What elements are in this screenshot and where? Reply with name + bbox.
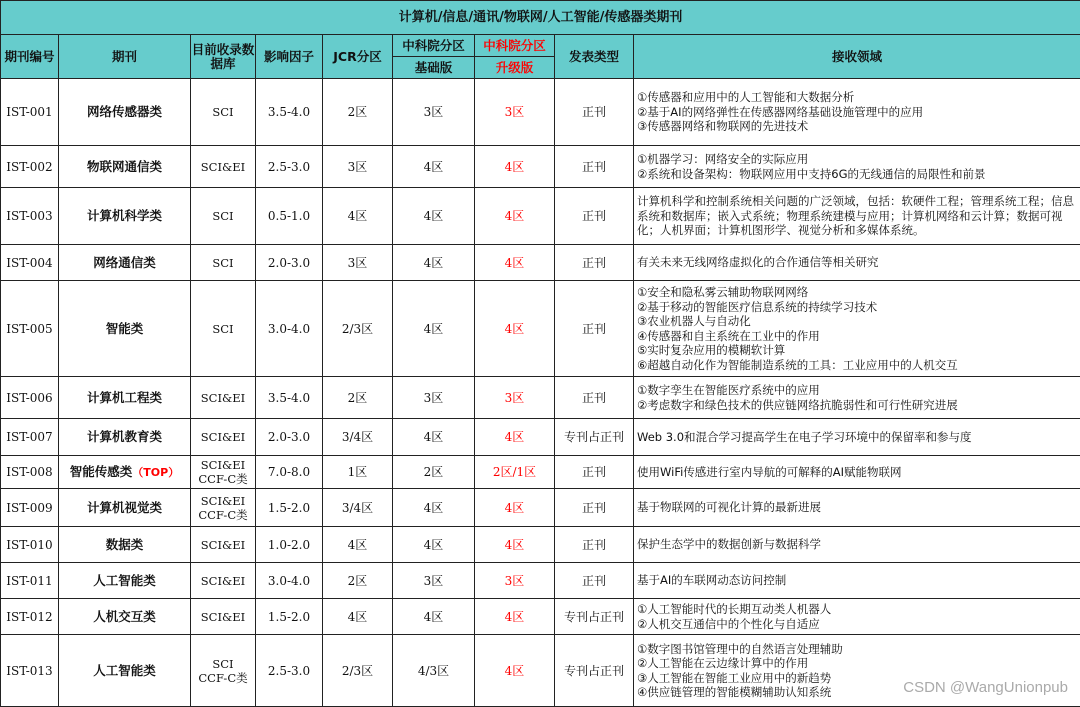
- database: [191, 563, 256, 599]
- scope: [634, 188, 1080, 245]
- header-journal: 期刊: [59, 35, 191, 79]
- journal-id-text: IST-013: [6, 664, 52, 678]
- journal-name: [59, 377, 191, 419]
- journal-name: [59, 79, 191, 146]
- scope: [634, 281, 1080, 377]
- header-type: 发表类型: [555, 35, 634, 79]
- cas-upgrade-zone-text: 4区: [505, 538, 525, 552]
- journal-name-text: 物联网通信类: [87, 159, 162, 174]
- journal-id: [1, 245, 59, 281]
- cas-basic-zone-text: 4区: [424, 501, 444, 515]
- impact-factor: [256, 79, 323, 146]
- cas-upgrade-zone: [475, 419, 555, 456]
- impact-factor-text: 7.0-8.0: [268, 465, 310, 479]
- header-id: 期刊编号: [1, 35, 59, 79]
- scope: [634, 599, 1080, 635]
- jcr-zone: [323, 635, 393, 707]
- impact-factor: [256, 527, 323, 563]
- scope: [634, 377, 1080, 419]
- cas-upgrade-zone-text: 4区: [505, 256, 525, 270]
- database-text: SCI&EI CCF-C类: [198, 458, 247, 486]
- journal-name: [59, 245, 191, 281]
- cas-basic-zone-text: 4区: [424, 160, 444, 174]
- top-badge: （TOP）: [132, 466, 179, 479]
- journal-id: [1, 146, 59, 188]
- publication-type-text: 正刊: [582, 465, 606, 479]
- database-text: SCI&EI: [201, 430, 245, 444]
- database: [191, 456, 256, 489]
- scope-text: 基于物联网的可视化计算的最新进展: [637, 500, 821, 514]
- jcr-zone: [323, 377, 393, 419]
- journal-id: [1, 456, 59, 489]
- impact-factor: [256, 456, 323, 489]
- cas-upgrade-zone-text: 4区: [505, 610, 525, 624]
- cas-upgrade-zone: [475, 489, 555, 527]
- header-if: 影响因子: [256, 35, 323, 79]
- jcr-zone-text: 2区: [348, 574, 368, 588]
- jcr-zone-text: 1区: [348, 465, 368, 479]
- cas-upgrade-zone-text: 4区: [505, 501, 525, 515]
- journal-name: [59, 599, 191, 635]
- impact-factor: [256, 635, 323, 707]
- impact-factor: [256, 489, 323, 527]
- publication-type: [555, 377, 634, 419]
- cas-basic-zone-text: 4区: [424, 430, 444, 444]
- cas-basic-zone: [393, 245, 475, 281]
- cas-basic-zone-text: 3区: [424, 105, 444, 119]
- jcr-zone: [323, 79, 393, 146]
- table-row: [1, 599, 1080, 635]
- database: [191, 79, 256, 146]
- publication-type: [555, 79, 634, 146]
- header-cas-basic-sub: 基础版: [393, 57, 475, 79]
- database: [191, 377, 256, 419]
- impact-factor-text: 2.5-3.0: [268, 160, 310, 174]
- jcr-zone: [323, 188, 393, 245]
- journal-name-text: 人工智能类: [93, 573, 156, 588]
- jcr-zone-text: 2区: [348, 105, 368, 119]
- journal-name-text: 智能传感类: [70, 464, 133, 479]
- journal-id-text: IST-002: [6, 160, 52, 174]
- journal-name: [59, 281, 191, 377]
- scope-text: ①机器学习：网络安全的实际应用 ②系统和设备架构：物联网应用中支持6G的无线通信的局限性和前景: [637, 152, 986, 181]
- impact-factor: [256, 188, 323, 245]
- journal-name: [59, 419, 191, 456]
- journal-name-text: 网络通信类: [93, 255, 156, 270]
- jcr-zone: [323, 419, 393, 456]
- table-row: [1, 281, 1080, 377]
- impact-factor-text: 1.5-2.0: [268, 610, 310, 624]
- journal-id-text: IST-001: [6, 105, 52, 119]
- impact-factor-text: 1.0-2.0: [268, 538, 310, 552]
- publication-type: [555, 456, 634, 489]
- scope-text: 保护生态学中的数据创新与数据科学: [637, 537, 821, 551]
- journal-id-text: IST-005: [6, 322, 52, 336]
- table-row: [1, 245, 1080, 281]
- journal-name: [59, 456, 191, 489]
- database: [191, 599, 256, 635]
- watermark: CSDN @WangUnionpub: [903, 679, 1068, 696]
- publication-type-text: 专刊占正刊: [564, 430, 624, 444]
- journal-name: [59, 527, 191, 563]
- jcr-zone-text: 2/3区: [342, 322, 373, 336]
- publication-type-text: 正刊: [582, 574, 606, 588]
- publication-type-text: 正刊: [582, 501, 606, 515]
- database-text: SCI: [212, 256, 233, 270]
- publication-type-text: 正刊: [582, 209, 606, 223]
- cas-upgrade-zone: [475, 599, 555, 635]
- header-cas-basic: 中科院分区: [393, 35, 475, 57]
- impact-factor-text: 3.0-4.0: [268, 322, 310, 336]
- table-row: [1, 79, 1080, 146]
- database-text: SCI&EI: [201, 574, 245, 588]
- cas-basic-zone-text: 4区: [424, 209, 444, 223]
- impact-factor: [256, 281, 323, 377]
- jcr-zone: [323, 563, 393, 599]
- database-text: SCI&EI: [201, 160, 245, 174]
- journal-id: [1, 599, 59, 635]
- journal-id-text: IST-003: [6, 209, 52, 223]
- jcr-zone-text: 4区: [348, 538, 368, 552]
- cas-basic-zone-text: 4区: [424, 256, 444, 270]
- jcr-zone: [323, 146, 393, 188]
- impact-factor: [256, 419, 323, 456]
- journal-id: [1, 527, 59, 563]
- scope-text: ①传感器和应用中的人工智能和大数据分析 ②基于AI的网络弹性在传感器网络基础设施管理中的应用 ③传感器网络和物联网的先进技术: [637, 90, 923, 133]
- jcr-zone-text: 2区: [348, 391, 368, 405]
- publication-type-text: 专刊占正刊: [564, 610, 624, 624]
- table-row: [1, 527, 1080, 563]
- database: [191, 188, 256, 245]
- publication-type-text: 正刊: [582, 256, 606, 270]
- cas-upgrade-zone-text: 4区: [505, 160, 525, 174]
- publication-type: [555, 563, 634, 599]
- cas-upgrade-zone-text: 3区: [505, 574, 525, 588]
- cas-upgrade-zone: [475, 527, 555, 563]
- journal-name-text: 计算机视觉类: [87, 500, 162, 515]
- impact-factor-text: 3.0-4.0: [268, 574, 310, 588]
- journal-name: [59, 489, 191, 527]
- cas-basic-zone: [393, 79, 475, 146]
- table-row: [1, 377, 1080, 419]
- database-text: SCI&EI: [201, 391, 245, 405]
- cas-basic-zone: [393, 281, 475, 377]
- impact-factor-text: 3.5-4.0: [268, 105, 310, 119]
- cas-basic-zone-text: 4/3区: [418, 664, 449, 678]
- database: [191, 146, 256, 188]
- cas-upgrade-zone: [475, 281, 555, 377]
- cas-basic-zone: [393, 635, 475, 707]
- journal-name-text: 智能类: [106, 321, 144, 336]
- publication-type: [555, 599, 634, 635]
- jcr-zone: [323, 456, 393, 489]
- scope: [634, 419, 1080, 456]
- impact-factor: [256, 599, 323, 635]
- jcr-zone-text: 4区: [348, 209, 368, 223]
- journal-id: [1, 281, 59, 377]
- cas-basic-zone-text: 3区: [424, 391, 444, 405]
- table-row: [1, 146, 1080, 188]
- cas-basic-zone: [393, 563, 475, 599]
- jcr-zone: [323, 281, 393, 377]
- impact-factor-text: 3.5-4.0: [268, 391, 310, 405]
- header-scope: 接收领域: [634, 35, 1080, 79]
- scope-text: 有关未来无线网络虚拟化的合作通信等相关研究: [637, 255, 879, 269]
- scope-text: 基于AI的车联网动态访问控制: [637, 573, 786, 587]
- scope-text: ①安全和隐私雾云辅助物联网网络 ②基于移动的智能医疗信息系统的持续学习技术 ③农业机器人与自动化 ④传感器和自主系统在工业中的作用 ⑤实时复杂应用的模糊软计算 ⑥超越自动化作为智能制造系统的工具：工业应用中的人机交互: [637, 285, 958, 372]
- journal-id-text: IST-008: [6, 465, 52, 479]
- journal-name-text: 计算机科学类: [87, 208, 162, 223]
- publication-type-text: 正刊: [582, 322, 606, 336]
- journal-id: [1, 377, 59, 419]
- journal-name: [59, 188, 191, 245]
- journal-name: [59, 563, 191, 599]
- journal-id: [1, 489, 59, 527]
- cas-basic-zone: [393, 527, 475, 563]
- journal-name-text: 计算机教育类: [87, 429, 162, 444]
- scope: [634, 563, 1080, 599]
- journal-id: [1, 79, 59, 146]
- cas-basic-zone: [393, 456, 475, 489]
- journal-name-text: 人工智能类: [93, 663, 156, 678]
- jcr-zone-text: 2/3区: [342, 664, 373, 678]
- table-title: 计算机/信息/通讯/物联网/人工智能/传感器类期刊: [1, 1, 1080, 35]
- scope: [634, 146, 1080, 188]
- database-text: SCI: [212, 209, 233, 223]
- jcr-zone: [323, 527, 393, 563]
- scope-text: ①数字图书馆管理中的自然语言处理辅助 ②人工智能在云边缘计算中的作用 ③人工智能在智能工业应用中的新趋势 ④供应链管理的智能模糊辅助认知系统: [637, 642, 843, 700]
- cas-basic-zone: [393, 419, 475, 456]
- table-row: [1, 456, 1080, 489]
- jcr-zone-text: 3区: [348, 160, 368, 174]
- scope: [634, 456, 1080, 489]
- impact-factor-text: 2.5-3.0: [268, 664, 310, 678]
- table-row: [1, 188, 1080, 245]
- journal-id-text: IST-004: [6, 256, 52, 270]
- impact-factor-text: 2.0-3.0: [268, 430, 310, 444]
- journal-id: [1, 635, 59, 707]
- publication-type-text: 正刊: [582, 160, 606, 174]
- table-row: [1, 563, 1080, 599]
- scope-text: Web 3.0和混合学习提高学生在电子学习环境中的保留率和参与度: [637, 430, 972, 444]
- table-row: [1, 419, 1080, 456]
- jcr-zone-text: 3区: [348, 256, 368, 270]
- scope: [634, 527, 1080, 563]
- cas-upgrade-zone-text: 3区: [505, 105, 525, 119]
- journal-name-text: 网络传感器类: [87, 104, 162, 119]
- table-row: [1, 489, 1080, 527]
- cas-upgrade-zone-text: 4区: [505, 209, 525, 223]
- cas-basic-zone-text: 4区: [424, 322, 444, 336]
- publication-type-text: 专刊占正刊: [564, 664, 624, 678]
- cas-upgrade-zone: [475, 635, 555, 707]
- cas-basic-zone-text: 4区: [424, 610, 444, 624]
- header-jcr: JCR分区: [323, 35, 393, 79]
- publication-type-text: 正刊: [582, 538, 606, 552]
- header-db: 目前收录数据库: [191, 35, 256, 79]
- journal-name-text: 人机交互类: [93, 609, 156, 624]
- database-text: SCI&EI: [201, 610, 245, 624]
- database-text: SCI: [212, 322, 233, 336]
- impact-factor: [256, 245, 323, 281]
- journal-name-text: 数据类: [106, 537, 144, 552]
- journal-id: [1, 563, 59, 599]
- header-cas-upgrade-sub: 升级版: [475, 57, 555, 79]
- impact-factor: [256, 146, 323, 188]
- jcr-zone-text: 3/4区: [342, 430, 373, 444]
- impact-factor: [256, 563, 323, 599]
- scope: [634, 79, 1080, 146]
- database: [191, 281, 256, 377]
- cas-basic-zone: [393, 377, 475, 419]
- journal-id-text: IST-009: [6, 501, 52, 515]
- scope-text: 计算机科学和控制系统相关问题的广泛领域，包括：软硬件工程；管理系统工程；信息系统和数据库；嵌入式系统；物理系统建模与应用；计算机网络和云计算；数据可视化；人机界面；计算机图形学、视觉分析和多媒体系统。: [637, 194, 1074, 237]
- jcr-zone: [323, 245, 393, 281]
- cas-basic-zone-text: 4区: [424, 538, 444, 552]
- jcr-zone: [323, 599, 393, 635]
- cas-upgrade-zone-text: 4区: [505, 430, 525, 444]
- database: [191, 489, 256, 527]
- scope: [634, 489, 1080, 527]
- publication-type: [555, 527, 634, 563]
- journal-id-text: IST-012: [6, 610, 52, 624]
- impact-factor-text: 2.0-3.0: [268, 256, 310, 270]
- scope-text: ①人工智能时代的长期互动类人机器人 ②人机交互通信中的个性化与自适应: [637, 602, 831, 631]
- database: [191, 635, 256, 707]
- cas-basic-zone: [393, 489, 475, 527]
- scope: [634, 245, 1080, 281]
- journal-id: [1, 419, 59, 456]
- cas-basic-zone: [393, 599, 475, 635]
- database-text: SCI CCF-C类: [198, 657, 247, 685]
- journal-id-text: IST-011: [6, 574, 52, 588]
- publication-type: [555, 635, 634, 707]
- database: [191, 419, 256, 456]
- cas-upgrade-zone: [475, 245, 555, 281]
- cas-basic-zone: [393, 146, 475, 188]
- publication-type: [555, 245, 634, 281]
- publication-type-text: 正刊: [582, 105, 606, 119]
- impact-factor-text: 1.5-2.0: [268, 501, 310, 515]
- journal-name: [59, 146, 191, 188]
- scope-text: 使用WiFi传感进行室内导航的可解释的AI赋能物联网: [637, 465, 902, 479]
- jcr-zone-text: 3/4区: [342, 501, 373, 515]
- journal-id-text: IST-006: [6, 391, 52, 405]
- journal-id: [1, 188, 59, 245]
- cas-upgrade-zone: [475, 377, 555, 419]
- jcr-zone: [323, 489, 393, 527]
- cas-upgrade-zone: [475, 456, 555, 489]
- cas-upgrade-zone-text: 3区: [505, 391, 525, 405]
- publication-type: [555, 188, 634, 245]
- journal-id-text: IST-007: [6, 430, 52, 444]
- cas-basic-zone-text: 2区: [424, 465, 444, 479]
- publication-type: [555, 489, 634, 527]
- database: [191, 245, 256, 281]
- cas-basic-zone-text: 3区: [424, 574, 444, 588]
- publication-type: [555, 419, 634, 456]
- impact-factor-text: 0.5-1.0: [268, 209, 310, 223]
- publication-type: [555, 281, 634, 377]
- cas-basic-zone: [393, 188, 475, 245]
- cas-upgrade-zone: [475, 188, 555, 245]
- journal-name-text: 计算机工程类: [87, 390, 162, 405]
- cas-upgrade-zone-text: 2区/1区: [493, 465, 536, 479]
- publication-type: [555, 146, 634, 188]
- jcr-zone-text: 4区: [348, 610, 368, 624]
- database: [191, 527, 256, 563]
- database-text: SCI&EI CCF-C类: [198, 494, 247, 522]
- cas-upgrade-zone: [475, 79, 555, 146]
- cas-upgrade-zone-text: 4区: [505, 664, 525, 678]
- header-cas-upgrade: 中科院分区: [475, 35, 555, 57]
- cas-upgrade-zone-text: 4区: [505, 322, 525, 336]
- database-text: SCI&EI: [201, 538, 245, 552]
- scope-text: ①数字孪生在智能医疗系统中的应用 ②考虑数字和绿色技术的供应链网络抗脆弱性和可行性研究进展: [637, 383, 958, 412]
- journal-id-text: IST-010: [6, 538, 52, 552]
- impact-factor: [256, 377, 323, 419]
- database-text: SCI: [212, 105, 233, 119]
- cas-upgrade-zone: [475, 563, 555, 599]
- journal-name: [59, 635, 191, 707]
- publication-type-text: 正刊: [582, 391, 606, 405]
- cas-upgrade-zone: [475, 146, 555, 188]
